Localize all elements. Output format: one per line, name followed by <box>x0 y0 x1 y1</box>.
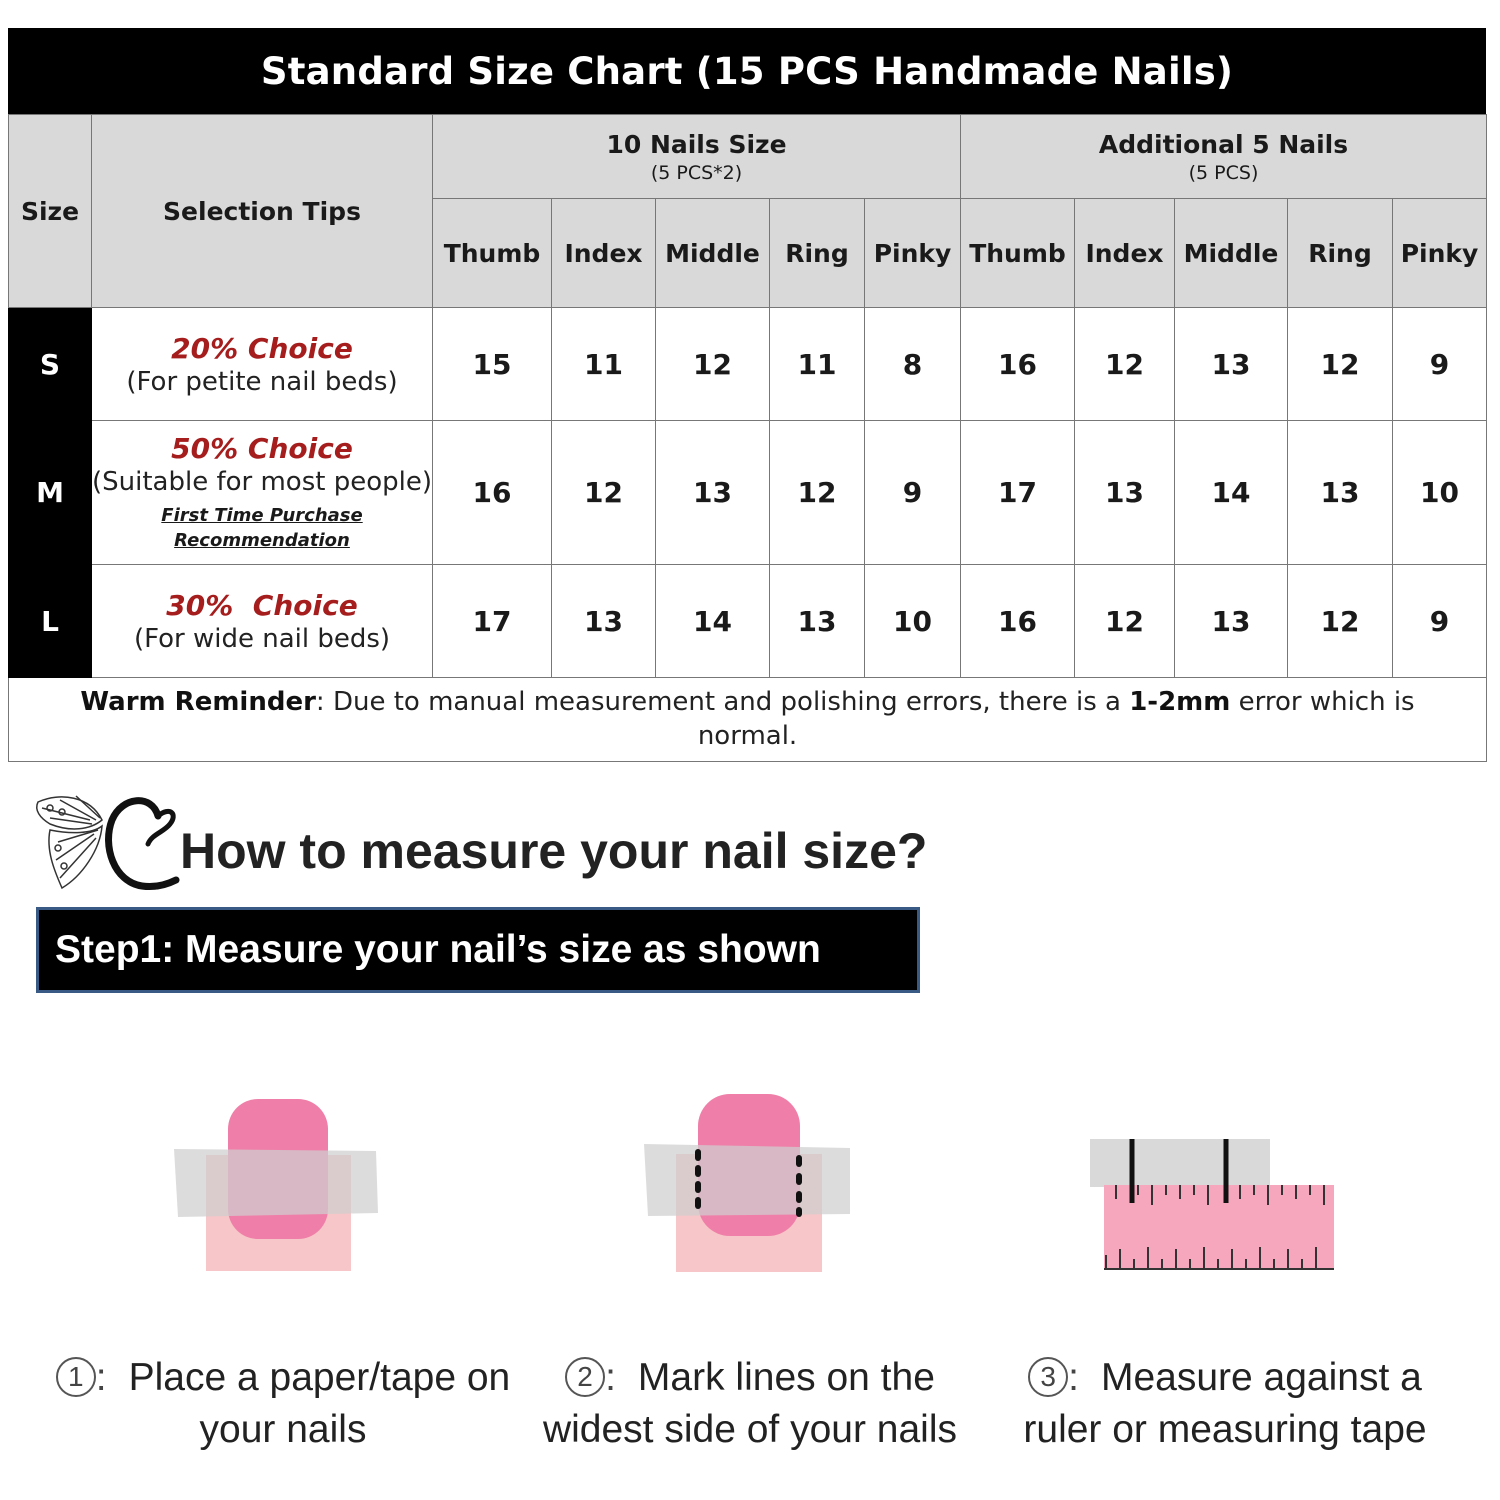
size-chart <box>8 28 1486 762</box>
ruler-illustration <box>1086 1135 1338 1275</box>
choice-percent: 30% Choice <box>166 588 358 622</box>
step-3-caption <box>990 1352 1460 1456</box>
step-number-3: 3 <box>1028 1357 1068 1397</box>
size-value: 12 <box>770 421 865 565</box>
size-value: 15 <box>433 308 552 421</box>
size-value: 17 <box>961 421 1075 565</box>
step-3-text: Measure against a ruler or measuring tape <box>1023 1356 1427 1451</box>
size-value: 17 <box>433 565 552 678</box>
size-value: 12 <box>552 421 656 565</box>
tips-header: Selection Tips <box>92 115 433 308</box>
finger-header-ring: Ring <box>1288 199 1393 308</box>
size-value: 16 <box>961 565 1075 678</box>
size-label: M <box>9 421 92 565</box>
step-colon: : <box>605 1356 616 1399</box>
choice-percent: 20% Choice <box>171 331 353 365</box>
size-label: L <box>9 565 92 678</box>
size-value: 13 <box>1175 565 1288 678</box>
size-value: 8 <box>865 308 961 421</box>
size-value: 13 <box>770 565 865 678</box>
size-header: Size <box>9 115 92 308</box>
size-value: 12 <box>656 308 770 421</box>
table-row <box>9 421 1487 565</box>
size-value: 13 <box>1175 308 1288 421</box>
step-1-caption <box>48 1352 518 1456</box>
size-value: 14 <box>656 565 770 678</box>
size-value: 13 <box>1288 421 1393 565</box>
recommendation-note: First Time Purchase Recommendation <box>161 505 363 551</box>
step-colon: : <box>1068 1356 1079 1399</box>
reminder-bold: 1-2mm <box>1129 686 1231 717</box>
size-value: 12 <box>1075 308 1175 421</box>
size-value: 13 <box>1075 421 1175 565</box>
size-value: 11 <box>552 308 656 421</box>
step-number-1: 1 <box>56 1357 96 1397</box>
size-value: 14 <box>1175 421 1288 565</box>
size-value: 9 <box>865 421 961 565</box>
size-label: S <box>9 308 92 421</box>
howto-title: How to measure your nail size? <box>180 823 928 879</box>
choice-percent: 50% Choice <box>171 432 353 465</box>
step-2-text: Mark lines on the widest side of your nails <box>542 1356 958 1451</box>
choice-description: (For petite nail beds) <box>126 366 398 397</box>
tape-on-nail-illustration <box>170 1095 385 1275</box>
finger-header-thumb: Thumb <box>433 199 552 308</box>
chart-title: Standard Size Chart (15 PCS Handmade Nails) <box>8 28 1486 114</box>
reminder-text-2: error which is normal. <box>697 686 1415 751</box>
finger-header-index: Index <box>552 199 656 308</box>
size-value: 13 <box>656 421 770 565</box>
size-value: 10 <box>865 565 961 678</box>
size-value: 16 <box>961 308 1075 421</box>
size-value: 12 <box>1075 565 1175 678</box>
step-banner: Step1: Measure your nail’s size as shown <box>36 907 920 993</box>
size-value: 12 <box>1288 565 1393 678</box>
step-2-caption <box>515 1352 985 1456</box>
size-table <box>8 114 1487 762</box>
group-10-nails-header <box>433 115 961 199</box>
group-10-sub: (5 PCS*2) <box>650 161 743 184</box>
reminder-label: Warm Reminder <box>80 686 316 717</box>
size-value: 16 <box>433 421 552 565</box>
step-1-text: Place a paper/tape on your nails <box>128 1356 511 1451</box>
choice-description: (For wide nail beds) <box>133 623 391 654</box>
selection-tip <box>92 421 433 565</box>
finger-header-pinky: Pinky <box>1393 199 1487 308</box>
marked-nail-illustration <box>642 1092 857 1276</box>
step-number-2: 2 <box>565 1357 605 1397</box>
table-row <box>9 308 1487 421</box>
size-value: 11 <box>770 308 865 421</box>
size-value: 10 <box>1393 421 1487 565</box>
selection-tip <box>92 565 433 678</box>
size-value: 9 <box>1393 565 1487 678</box>
group-extra-nails-header <box>961 115 1487 199</box>
finger-header-pinky: Pinky <box>865 199 961 308</box>
step-colon: : <box>95 1356 107 1399</box>
finger-header-ring: Ring <box>770 199 865 308</box>
size-value: 9 <box>1393 308 1487 421</box>
finger-header-thumb: Thumb <box>961 199 1075 308</box>
group-extra-title: Additional 5 Nails <box>1098 129 1349 159</box>
choice-description: (Suitable for most people) <box>92 467 432 497</box>
reminder-text-1: : Due to manual measurement and polishing errors, there is a <box>315 686 1130 717</box>
table-row <box>9 565 1487 678</box>
size-value: 12 <box>1288 308 1393 421</box>
group-10-title: 10 Nails Size <box>606 129 787 159</box>
warm-reminder <box>9 678 1487 762</box>
finger-header-middle: Middle <box>1175 199 1288 308</box>
finger-header-middle: Middle <box>656 199 770 308</box>
butterfly-logo-icon <box>30 790 180 895</box>
selection-tip <box>92 308 433 421</box>
size-value: 13 <box>552 565 656 678</box>
group-extra-sub: (5 PCS) <box>1188 161 1259 184</box>
finger-header-index: Index <box>1075 199 1175 308</box>
